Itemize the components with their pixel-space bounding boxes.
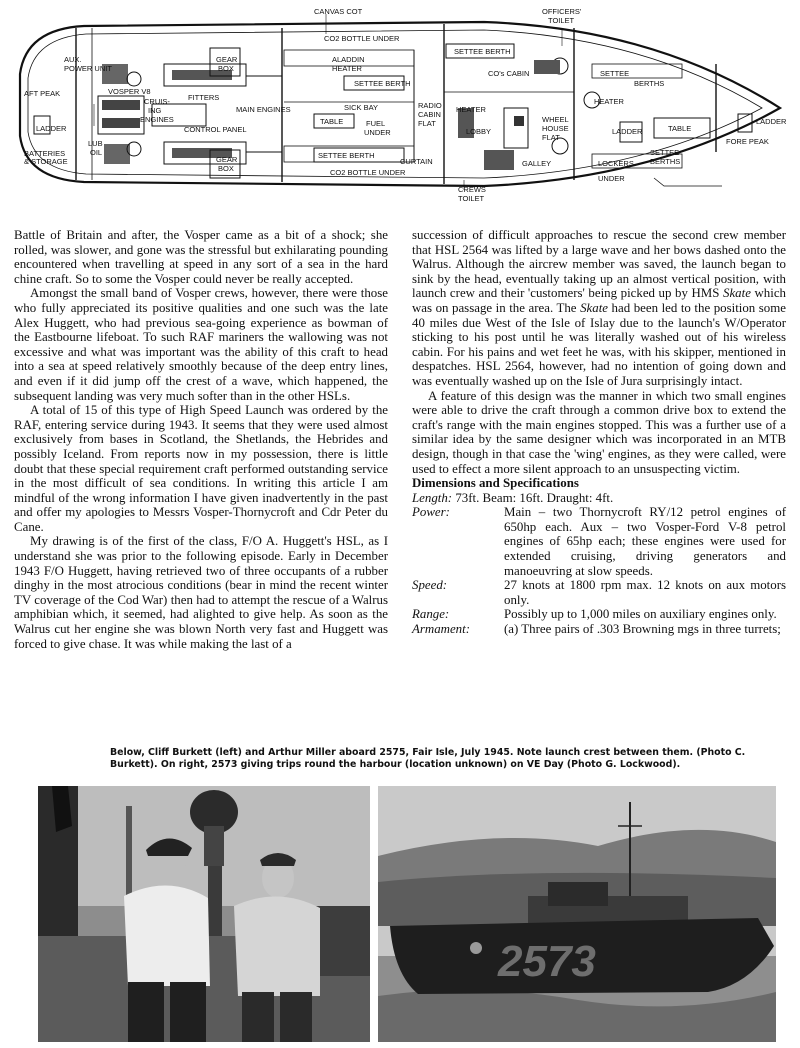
article-paragraph: succession of difficult approaches to rescue the second crew member that HSL 2564 was lifted by a large wave and her bows dashed onto the Walrus. Although the aircrew member was saved, the launch began to sink by the head, eventually taking up an almost vertical position, with launch crew and their 'customers' being picked up by HMS Skate which was on passage in the area. The Skate had been led to the position some 40 miles due West of the Isle of Islay due to the launch's W/Operator sticking to his post until he was literally washed out of his wireless cabin. For his pains and wet feet he was, with his skipper, mentioned in despatches. HSL 2564, however, had no intention of going down and was eventually washed up on the Isle of Jura surprisingly intact. xyxy=(412,228,786,388)
article-paragraph: A total of 15 of this type of High Speed Launch was ordered by the RAF, entering service during 1943. It seems that they were used almost exclusively from bases in Scotland, the Shetlands, the Hebrides and possibly Iceland. From reports now in my possession, there is little doubt that these special requirement craft performed outstanding service in the most difficult of sea conditions. In writing this article I am mindful of the wrong information I have given inadvertently in the past and offer my apologies to Messrs Vosper-Thornycroft and Cdr Peter du Cane. xyxy=(14,403,388,534)
svg-text:OIL: OIL xyxy=(90,148,103,157)
label-fitters: FITTERS xyxy=(188,93,220,102)
label-ladder-aft: LADDER xyxy=(36,124,67,133)
svg-text:ING: ING xyxy=(148,106,162,115)
label-galley: GALLEY xyxy=(522,159,552,168)
label-control-panel: CONTROL PANEL xyxy=(184,125,247,134)
label-ladder-bow: LADDER xyxy=(756,117,786,126)
photo-crew-aboard xyxy=(38,786,370,1042)
article-left-column xyxy=(14,228,388,651)
svg-text:& STORAGE: & STORAGE xyxy=(24,157,68,166)
spec-dimensions: Length: 73ft. Beam: 16ft. Draught: 4ft. xyxy=(412,490,614,505)
label-vosper-engines: VOSPER V8 xyxy=(108,87,151,96)
label-gear-box-bottom: GEAR xyxy=(216,155,238,164)
label-settee-berths: SETTEE xyxy=(650,148,680,157)
svg-text:ENGINES: ENGINES xyxy=(140,115,174,124)
article-paragraph: My drawing is of the first of the class, F/O A. Huggett's HSL, as I understand she was prior to the following episode. Early in December 1943 F/O Huggett, having retrieved two of three occupants of a rubber dinghy in the most atrocious conditions (bear in mind the recent winter TV coverage of the Cod War) then had to attempt the rescue of a Walrus amphibian which, it seemed, had alighted to give help. As soon as the Walrus cut her engine she was blown North very fast and Huggett was forced to give chase. It was while making the last of a xyxy=(14,534,388,651)
label-lobby: LOBBY xyxy=(466,127,492,136)
svg-text:POWER UNIT: POWER UNIT xyxy=(64,64,112,73)
ship-name: Skate xyxy=(580,300,608,315)
svg-text:BOX: BOX xyxy=(218,64,234,73)
svg-text:BOX: BOX xyxy=(218,164,234,173)
ship-name: Skate xyxy=(723,286,751,301)
label-table-fwd: TABLE xyxy=(668,124,692,133)
label-fuel-under: FUEL xyxy=(366,119,386,128)
svg-text:HOUSE: HOUSE xyxy=(542,124,569,133)
label-heater-mid: HEATER xyxy=(456,105,486,114)
photo-caption: Below, Cliff Burkett (left) and Arthur Miller aboard 2575, Fair Isle, July 1945. Note launch crest between them. (Photo C. Burkett). On right, 2573 giving trips round the harbour (location unknown) on VE Day (Photo G. Lockwood). xyxy=(110,747,746,770)
spec-table xyxy=(412,505,786,636)
spec-row: Power: Main – two Thornycroft RY/12 petrol engines of 650hp each. Aux – two Vosper-Ford V-8 petrol engines of 65hp each; these engines were used for extended cruising, driving generators and manoeuvring at slow speeds. xyxy=(412,505,786,578)
svg-text:UNDER: UNDER xyxy=(364,128,391,137)
label-radio-cabin: RADIO xyxy=(418,101,442,110)
label-lub-oil: LUB xyxy=(88,139,103,148)
label-wheel-house: WHEEL xyxy=(542,115,569,124)
spec-row: Armament: (a) Three pairs of .303 Browning mgs in three turrets; xyxy=(412,622,781,637)
svg-text:HEATER: HEATER xyxy=(332,64,362,73)
label-aft-peak: AFT PEAK xyxy=(24,89,61,98)
label-aladdin-heater: ALADDIN xyxy=(332,55,365,64)
svg-text:BERTHS: BERTHS xyxy=(634,79,665,88)
label-curtain: CURTAIN xyxy=(400,157,433,166)
svg-text:CABIN: CABIN xyxy=(418,110,441,119)
label-batteries: BATTERIES xyxy=(24,149,66,158)
svg-text:UNDER: UNDER xyxy=(598,174,625,183)
label-lockers: LOCKERS xyxy=(598,159,634,168)
label-sick-bay: SICK BAY xyxy=(344,103,379,112)
label-main-engines: MAIN ENGINES xyxy=(236,105,291,114)
label-table-sick: TABLE xyxy=(320,117,344,126)
label-gear-box-top: GEAR xyxy=(216,55,238,64)
svg-text:TOILET: TOILET xyxy=(548,16,575,25)
label-settee-berths-fwd: SETTEE xyxy=(600,69,630,78)
hull-number: 2573 xyxy=(498,937,596,986)
label-fore-peak: FORE PEAK xyxy=(726,137,769,146)
svg-text:TOILET: TOILET xyxy=(458,194,485,203)
label-co2-bottom: CO2 BOTTLE UNDER xyxy=(330,168,406,177)
svg-text:SETTEE BERTH: SETTEE BERTH xyxy=(354,79,411,88)
label-aux-power: AUX. xyxy=(64,55,82,64)
label-settee-berth: SETTEE BERTH xyxy=(454,47,511,56)
label-crews-toilet: CREWS xyxy=(458,185,486,194)
article-paragraph: Amongst the small band of Vosper crews, however, there were those who fully appreciated its positive qualities and one such was the late Alex Huggett, who had previous sea-going experience as bowman of the Eastbourne lifeboat. To such RAF mariners the wallowing was not excessive and what was important was the ability of this craft to head into a sea at speed relatively smoothly because of the deep entry lines, and even if it did jump off the crest of a wave, which happened, the subsequent landing was very much softer than in the other HSLs. xyxy=(14,286,388,403)
spec-row: Speed: 27 knots at 1800 rpm max. 12 knots on aux motors only. xyxy=(412,578,786,607)
label-heater-fwd: HEATER xyxy=(594,97,624,106)
svg-text:SETTEE BERTH: SETTEE BERTH xyxy=(318,151,375,160)
svg-text:CRUIS-: CRUIS- xyxy=(144,97,170,106)
label-co2-top: CO2 BOTTLE UNDER xyxy=(324,34,400,43)
svg-text:FLAT: FLAT xyxy=(542,133,560,142)
article-paragraph: Battle of Britain and after, the Vosper came as a bit of a shock; she rolled, was slower, and gone was the stressful but exhilarating pounding encountered when travelling at speed in any sort of a sea in the hard chine craft. So to some the Vosper could never be really accepted. xyxy=(14,228,388,286)
article-right-column xyxy=(412,228,786,637)
svg-text:BERTHS: BERTHS xyxy=(650,157,681,166)
article-paragraph: A feature of this design was the manner in which two small engines were able to drive the craft through a common drive box to extend the craft's range with the main engines stopped. This was a further use of a similar idea by the same designer which was incorporated in an MTB design, though in that case the 'wing' engines, as they were called, were used to effect a more silent approach to an unsuspecting victim. xyxy=(412,388,786,476)
deck-plan-drawing xyxy=(14,4,786,204)
spec-heading: Dimensions and Specifications xyxy=(412,476,579,491)
spec-row: Range: Possibly up to 1,000 miles on auxiliary engines only. xyxy=(412,607,777,622)
label-cos-cabin: CO's CABIN xyxy=(488,69,530,78)
label-ladder-fwd: LADDER xyxy=(612,127,643,136)
label-canvas-cot: CANVAS COT xyxy=(314,7,363,16)
label-officers-toilet: OFFICERS' xyxy=(542,7,582,16)
svg-text:FLAT: FLAT xyxy=(418,119,436,128)
photo-launch-harbour xyxy=(378,786,776,1042)
